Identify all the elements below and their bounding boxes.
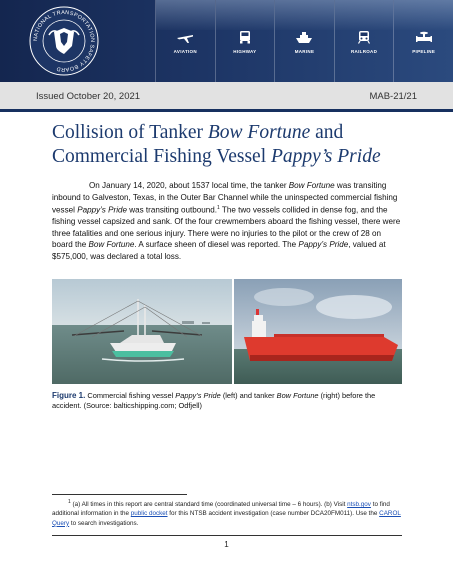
figure-photos: [52, 279, 402, 384]
public-docket-link[interactable]: public docket: [130, 510, 168, 518]
mode-label: MARINE: [294, 49, 315, 54]
footnote-number: 1: [68, 499, 71, 505]
mode-pipeline: [393, 0, 453, 82]
header-banner: [0, 0, 453, 82]
ntsb-seal-icon: [29, 6, 99, 76]
footnote-divider: [52, 494, 187, 495]
info-bar: [0, 82, 453, 112]
page-title: Collision of Tanker Bow Fortune and Commercial Fishing Vessel Pappy’s Pride: [52, 122, 381, 167]
fishing-vessel-photo: [52, 279, 232, 384]
page-number: 1: [224, 540, 229, 549]
figure-caption: Figure 1. Commercial fishing vessel Pappy’s Pride (left) and tanker Bow Fortune (right) before the accident. (Source: balticshipping.com; Odfjell): [52, 391, 376, 410]
ship-icon: [295, 30, 313, 44]
transport-modes: [155, 0, 453, 82]
mode-marine: [274, 0, 334, 82]
vessel-name: Pappy’s Pride: [271, 146, 381, 167]
mode-highway: [215, 0, 275, 82]
ntsb-gov-link[interactable]: ntsb.gov: [347, 501, 371, 509]
mode-railroad: [334, 0, 394, 82]
report-number: MAB-21/21: [369, 91, 417, 102]
carol-query-link[interactable]: CAROL Query: [52, 510, 401, 527]
tanker-photo: [234, 279, 402, 384]
airplane-icon: [176, 30, 194, 44]
body-paragraph: On January 14, 2020, about 1537 local time, the tanker Bow Fortune was transiting inbound to Galveston, Texas, in the Outer Bar Channel while the uninspected commercial fishing vessel Pappy’s Pride was transiting outbound.$^1$ The two vessels collided in dense fog, and the fishing vessel capsized and sank. Of the four crewmembers aboard the fishing vessel, there were three fatalities and one serious injury. There were no injuries to the pilot or the crew of 28 on board the Bow Fortune. A surface sheen of diesel was reported. The Pappy’s Pride, valued at $575,000, was declared a total loss.: [52, 181, 401, 261]
page-footer-divider: [52, 535, 402, 536]
mode-label: HIGHWAY: [233, 49, 257, 54]
pipeline-valve-icon: [415, 30, 433, 44]
seal-text: NATIONAL TRANSPORTATION SAFETY BOARD: [32, 9, 96, 73]
mode-label: RAILROAD: [351, 49, 378, 54]
footnote: $^1$ (a) All times in this report are central standard time (coordinated universal time – 6 hours). (b) Visit ntsb.gov to find additional information in the public docket for this NTSB accident investigation (case number DCA20FM011). Use the CAROL Query to search investigations.: [52, 499, 401, 527]
truck-icon: [236, 30, 254, 44]
footnote-ref[interactable]: 1: [217, 205, 220, 211]
mode-label: PIPELINE: [412, 49, 436, 54]
vessel-name: Bow Fortune: [207, 122, 311, 143]
issue-date: Issued October 20, 2021: [36, 91, 141, 102]
figure-label: Figure 1.: [52, 391, 86, 400]
mode-aviation: [155, 0, 215, 82]
train-icon: [355, 30, 373, 44]
mode-label: AVIATION: [173, 49, 197, 54]
